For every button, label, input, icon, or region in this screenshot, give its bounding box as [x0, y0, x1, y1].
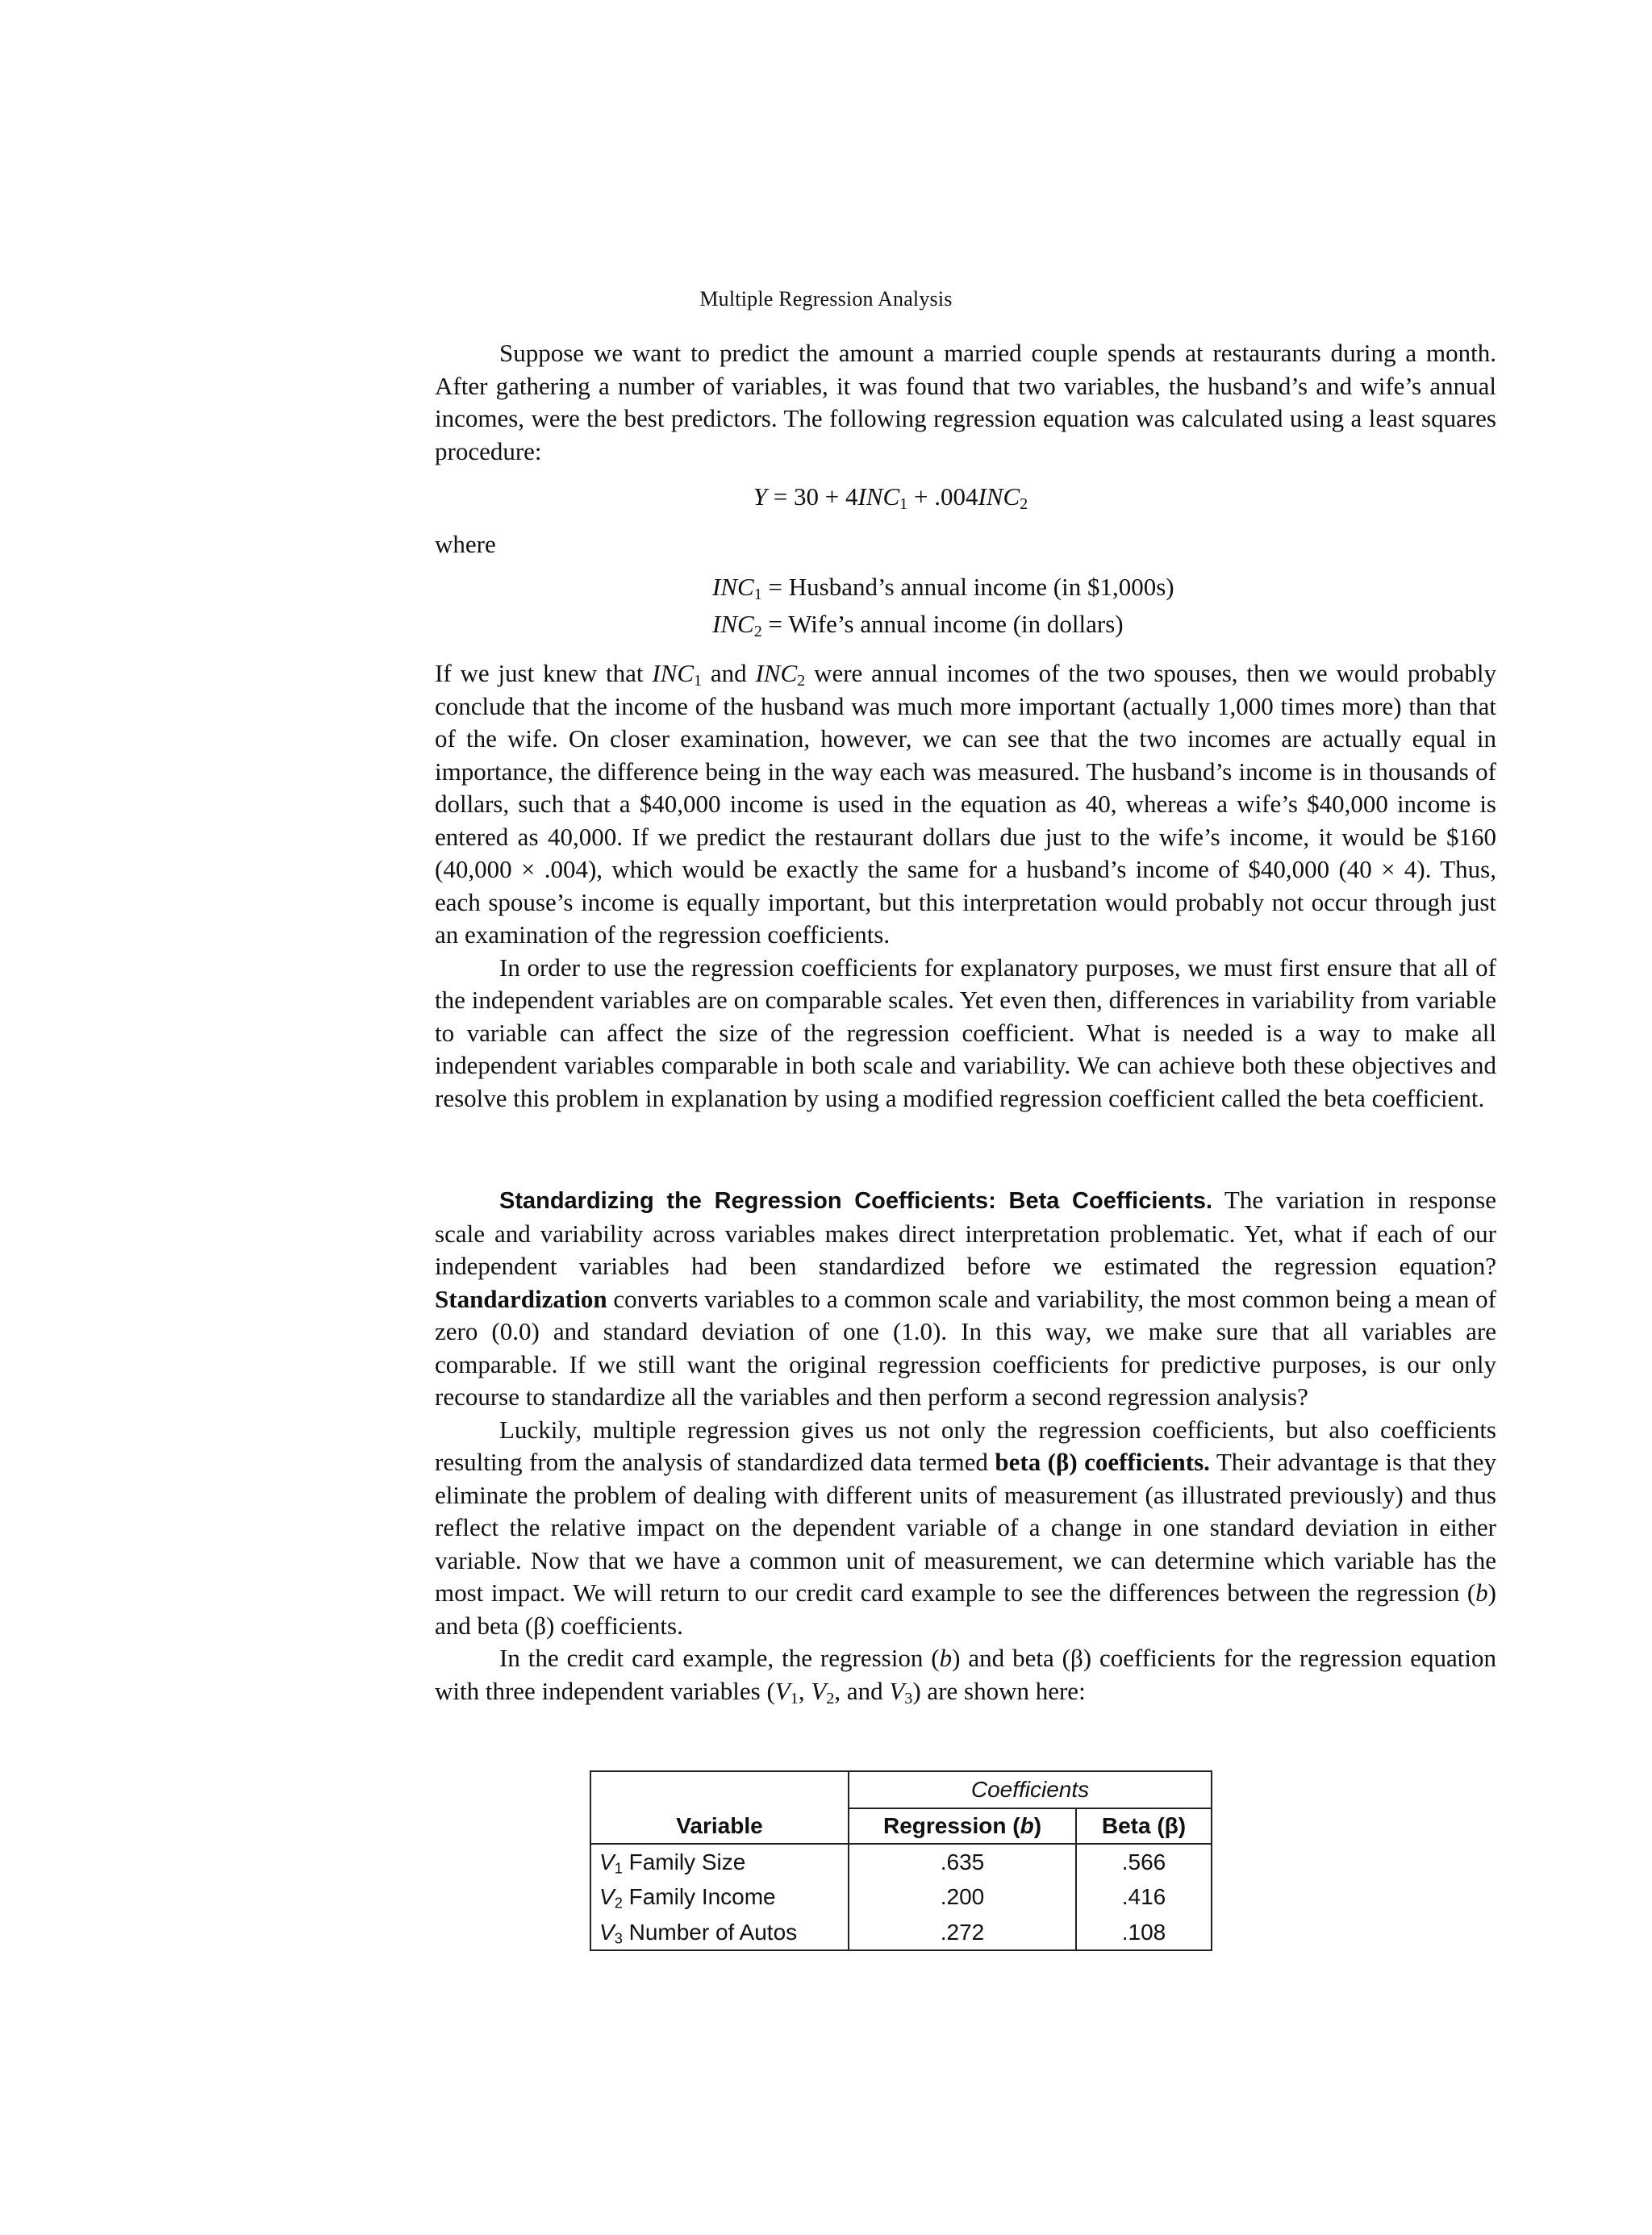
- where-label: where: [435, 530, 496, 558]
- table-cell-regression: .635: [849, 1844, 1076, 1879]
- income-paragraph-part-b: and: [702, 659, 756, 687]
- credit-text-b: ) and beta (β) coefficients for the regression equation with three independent variables (: [435, 1644, 1496, 1705]
- standardizing-section: [435, 1184, 1496, 1708]
- definition-inc1: [712, 569, 1174, 606]
- credit-text-d: , and: [834, 1676, 890, 1705]
- running-title: Multiple Regression Analysis: [699, 287, 953, 311]
- standardizing-text-a: The variation in response scale and variability across variables makes direct interpretation problematic. Yet, what if each of our independent variables had been standardized before we estimated the regression equation?: [435, 1186, 1496, 1280]
- credit-text-e: ) are shown here:: [912, 1676, 1086, 1705]
- row1-var: V: [599, 1849, 615, 1874]
- standardizing-paragraph: [435, 1184, 1496, 1414]
- table-group-header: Coefficients: [849, 1771, 1212, 1808]
- definition-inc2-symbol: INC: [712, 610, 754, 638]
- intro-paragraph: Suppose we want to predict the amount a married couple spends at restaurants during a month. After gathering a number of variables, it was found that two variables, the husband’s and wife’s annual incomes, were the best predictors. The following regression equation was calculated using a least squares procedure:: [435, 339, 1496, 465]
- coefficients-table: [590, 1770, 1212, 1951]
- credit-card-paragraph: [435, 1642, 1496, 1708]
- table-cell-beta: .416: [1076, 1879, 1212, 1915]
- income-inc2-sub: 2: [797, 672, 806, 690]
- credit-v1-sub: 1: [790, 1689, 799, 1708]
- equation-inc2-sub: 2: [1020, 495, 1028, 514]
- table-header-variable: Variable: [590, 1808, 849, 1844]
- income-inc2: INC: [755, 659, 798, 687]
- table-blank-corner: [590, 1771, 849, 1808]
- standardizing-text-b: converts variables to a common scale and variability, the most common being a mean of zero (0.0) and standard deviation of one (1.0). In this way, we make sure that all variables are comparable. If we still want the original regression coefficients for predictive purposes, is our only recourse to standardize all the variables and then perform a second regression analysis?: [435, 1284, 1496, 1411]
- main-section: [435, 657, 1496, 1115]
- regression-equation: [0, 482, 1652, 514]
- equation-inc1: INC: [857, 482, 900, 511]
- row2-label: Family Income: [622, 1884, 776, 1909]
- credit-b-symbol: b: [939, 1644, 953, 1672]
- equation-inc1-sub: 1: [899, 495, 908, 514]
- credit-v3-sub: 3: [904, 1689, 913, 1708]
- income-inc1-sub: 1: [694, 672, 703, 690]
- row3-label: Number of Autos: [622, 1919, 798, 1945]
- equation-y: Y: [753, 482, 767, 511]
- definition-inc1-sub: 1: [753, 586, 762, 604]
- table-row: [590, 1915, 1212, 1950]
- table-header-beta: Beta (β): [1076, 1808, 1212, 1844]
- income-paragraph-part-a: If we just knew that: [435, 659, 653, 687]
- table-row: [590, 1879, 1212, 1915]
- credit-v2: V: [811, 1676, 827, 1705]
- table-row: [590, 1844, 1212, 1879]
- table-cell-variable: [590, 1879, 849, 1915]
- definition-inc1-text: = Husband’s annual income (in $1,000s): [761, 573, 1174, 601]
- table-header-regression-b: b: [1020, 1813, 1034, 1838]
- credit-text-a: In the credit card example, the regression (: [499, 1644, 940, 1672]
- beta-b-symbol: b: [1475, 1578, 1488, 1607]
- credit-v3: V: [889, 1676, 905, 1705]
- credit-v1: V: [774, 1676, 791, 1705]
- equation-constant: = 30 + 4: [767, 482, 858, 511]
- variable-definitions: [712, 569, 1174, 643]
- intro-section: [435, 337, 1496, 468]
- beta-text-c: ) and beta (β) coefficients.: [435, 1578, 1496, 1640]
- table-cell-regression: .272: [849, 1915, 1076, 1950]
- row1-label: Family Size: [622, 1849, 746, 1874]
- equation-inc2: INC: [978, 482, 1020, 511]
- beta-term: beta (β) coefficients.: [995, 1448, 1210, 1476]
- table-cell-beta: .108: [1076, 1915, 1212, 1950]
- definition-inc2-text: = Wife’s annual income (in dollars): [761, 610, 1124, 638]
- definition-inc2-sub: 2: [753, 623, 762, 641]
- credit-text-c: ,: [798, 1676, 811, 1705]
- row3-sub: 3: [614, 1930, 623, 1947]
- row1-sub: 1: [614, 1860, 623, 1877]
- table-cell-regression: .200: [849, 1879, 1076, 1915]
- beta-text-a: Luckily, multiple regression gives us not only the regression coefficients, but also coefficients resulting from the analysis of standardized data termed: [435, 1415, 1496, 1476]
- table-header-regression-close: ): [1033, 1813, 1042, 1838]
- standardizing-heading: Standardizing the Regression Coefficients: Beta Coefficients.: [499, 1188, 1213, 1214]
- explanatory-paragraph: In order to use the regression coefficients for explanatory purposes, we must first ensure that all of the independent variables are on comparable scales. Yet even then, differences in variability from variable to variable can affect the size of the regression coefficient. What is needed is a way to make all independent variables comparable in both scale and variability. We can achieve both these objectives and resolve this problem in explanation by using a modified regression coefficient called the beta coefficient.: [435, 953, 1496, 1112]
- table-header-regression: [849, 1808, 1076, 1844]
- table-cell-beta: .566: [1076, 1844, 1212, 1879]
- equation-plus: + .004: [907, 482, 978, 511]
- table-column-header-row: [590, 1808, 1212, 1844]
- row2-sub: 2: [614, 1895, 623, 1912]
- income-paragraph-part-c: were annual incomes of the two spouses, then we would probably conclude that the income of the husband was much more important (actually 1,000 times more) than that of the wife. On closer examination, however, we can see that the two incomes are actually equal in importance, the difference being in the way each was measured. The husband’s income is in thousands of dollars, such that a $40,000 income is used in the equation as 40, whereas a wife’s $40,000 income is entered as 40,000. If we predict the restaurant dollars due just to the wife’s income, it would be $160 (40,000 × .004), which would be exactly the same for a husband’s income of $40,000 (40 × 4). Thus, each spouse’s income is equally important, but this interpretation would probably not occur through just an examination of the regression coefficients.: [435, 659, 1497, 949]
- beta-text-b: Their advantage is that they eliminate the problem of dealing with different units of measurement (as illustrated previously) and thus reflect the relative impact on the dependent variable of a change in one standard deviation in either variable. Now that we have a common unit of measurement, we can determine which variable has the most impact. We will return to our credit card example to see the differences between the regression (: [435, 1448, 1496, 1607]
- row2-var: V: [599, 1884, 615, 1909]
- income-inc1: INC: [652, 659, 694, 687]
- income-paragraph: [435, 657, 1496, 952]
- table-cell-variable: [590, 1915, 849, 1950]
- table-cell-variable: [590, 1844, 849, 1879]
- table-group-header-row: [590, 1771, 1212, 1808]
- row3-var: V: [599, 1919, 615, 1945]
- definition-inc2: [712, 606, 1174, 643]
- standardization-term: Standardization: [435, 1284, 607, 1313]
- definition-inc1-symbol: INC: [712, 573, 754, 601]
- credit-v2-sub: 2: [826, 1689, 835, 1708]
- table-header-regression-label: Regression (: [882, 1813, 1020, 1838]
- beta-paragraph: [435, 1414, 1496, 1643]
